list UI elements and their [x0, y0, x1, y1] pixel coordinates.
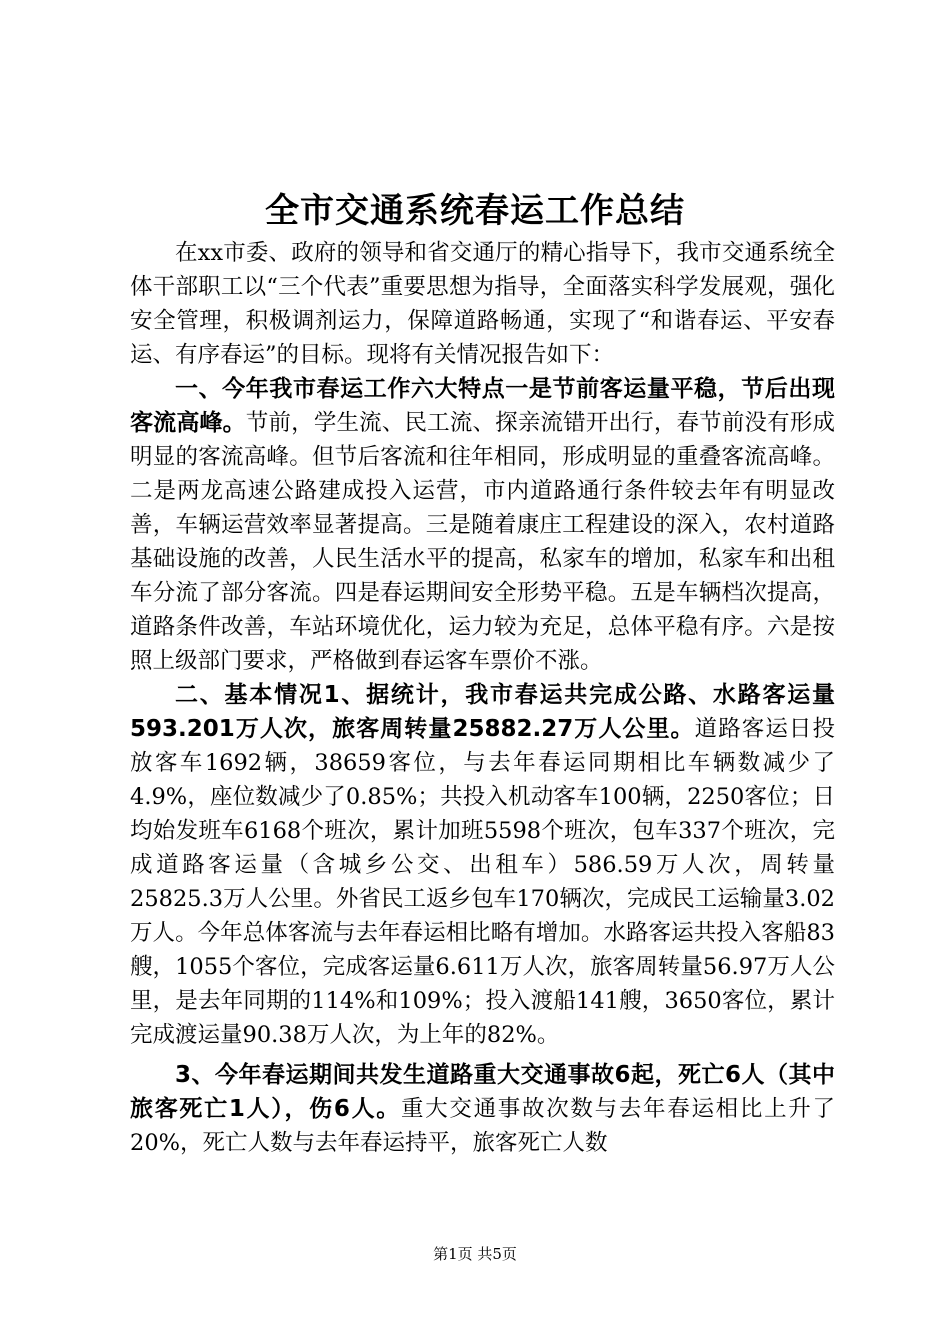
- paragraph-text: 节前，学生流、民工流、探亲流错开出行，春节前没有形成明显的客流高峰。但节后客流和往年相同，形成明显的重叠客流高峰。二是两龙高速公路建成投入运营，市内道路通行条件较去年有明显改善，车辆运营效率显著提高。三是随着康庄工程建设的深入，农村道路基础设施的改善，人民生活水平的提高，私家车的增加，私家车和出租车分流了部分客流。四是春运期间安全形势平稳。五是车辆档次提高，道路条件改善，车站环境优化，运力较为充足，总体平稳有序。六是按照上级部门要求，严格做到春运客车票价不涨。: [130, 410, 835, 674]
- paragraph-text: 重大交通事故次数与去年春运相比上升了20%，死亡人数与去年春运持平，旅客死亡人数: [130, 1096, 835, 1156]
- document-title: 全市交通系统春运工作总结: [265, 191, 685, 231]
- paragraph-lead: 一、今年我市春运工作六大特点一是节前客运量平稳，节后出现客流高峰。: [130, 376, 835, 436]
- page-number-footer: 第1页 共5页: [433, 1245, 517, 1263]
- paragraph-section-three: [130, 1058, 835, 1160]
- document-body: [130, 236, 835, 1160]
- paragraph-intro: [130, 236, 835, 372]
- paragraph-lead: 3、今年春运期间共发生道路重大交通事故6起，死亡6人（其中旅客死亡1人），伤6人。: [130, 1062, 835, 1122]
- paragraph-text: 在xx市委、政府的领导和省交通厅的精心指导下，我市交通系统全体干部职工以“三个代表”重要思想为指导，全面落实科学发展观，强化安全管理，积极调剂运力，保障道路畅通，实现了“和谐春运、平安春运、有序春运”的目标。现将有关情况报告如下：: [130, 240, 835, 368]
- paragraph-section-two: [130, 678, 835, 1052]
- paragraph-lead: 二、基本情况1、据统计，我市春运共完成公路、水路客运量593.201万人次，旅客周转量25882.27万人公里。: [130, 682, 835, 742]
- paragraph-text: 道路客运日投放客车1692辆，38659客位，与去年春运同期相比车辆数减少了4.9%，座位数减少了0.85%；共投入机动客车100辆，2250客位；日均始发班车6168个班次，累计加班5598个班次，包车337个班次，完成道路客运量（含城乡公交、出租车）586.59万人次，周转量25825.3万人公里。外省民工返乡包车170辆次，完成民工运输量3.02万人。今年总体客流与去年春运相比略有增加。水路客运共投入客船83艘，1055个客位，完成客运量6.611万人次，旅客周转量56.97万人公里，是去年同期的114%和109%；投入渡船141艘，3650客位，累计完成渡运量90.38万人次，为上年的82%。: [130, 716, 835, 1048]
- paragraph-section-one: [130, 372, 835, 678]
